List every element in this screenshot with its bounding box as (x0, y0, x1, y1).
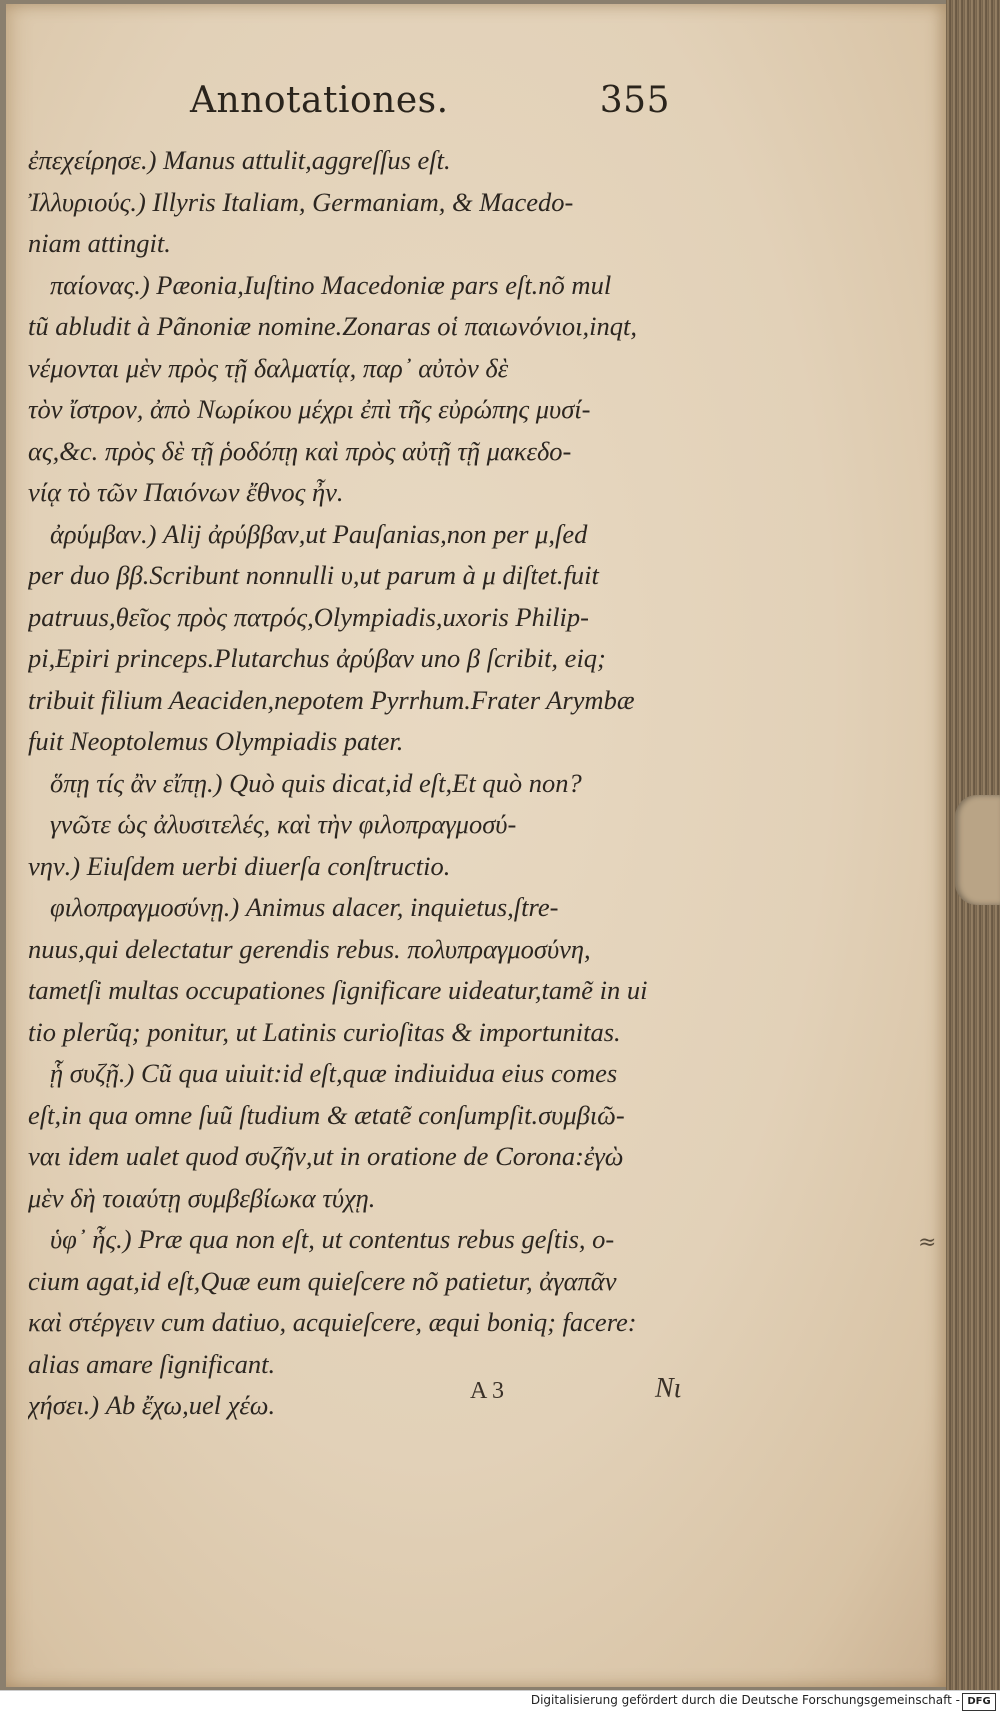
annotations-text-block (28, 140, 683, 1427)
dfg-logo-icon: DFG (962, 1693, 996, 1711)
text-line: fuit Neoptolemus Olympiadis pater. (28, 726, 404, 756)
text-line: νην.) Eiuſdem uerbi diuerſa conſtructio. (28, 850, 451, 881)
text-line: eſt,in qua omne ſuũ ſtudium & ætatẽ conſumpſit.συμβιῶ- (28, 1099, 625, 1130)
catchword: Νι (655, 1373, 682, 1404)
text-line: tio plerũq; ponitur, ut Latinis curioſitas & importunitas. (28, 1016, 621, 1047)
text-line: tametſi multas occupationes ſignificare uideatur,tamẽ in ui (28, 975, 648, 1005)
text-line: νίᾳ τὸ τῶν Παιόνων ἔθνος ἦν. (28, 477, 344, 507)
text-line: ᾗ συζῇ.) Cũ qua uiuit:id eſt,quæ indiuidua eius comes (50, 1058, 618, 1088)
text-line: Ἰλλυριούς.) Illyris Italiam, Germaniam, & Macedo- (28, 186, 574, 217)
footer-credit: Digitalisierung gefördert durch die Deutsche Forschungsgemeinschaft - (530, 1693, 960, 1707)
text-line: τὸν ἴστρον, ἀπὸ Νωρίκου μέχρι ἐπὶ τῆς εὐρώπης μυσί- (28, 394, 591, 424)
page-number: 355 (599, 80, 670, 121)
signature-mark: A 3 (470, 1378, 505, 1404)
text-line: pi,Epiri princeps.Plutarchus ἀρύβαν uno β ſcribit, eiq; (28, 643, 606, 673)
text-line: χήσει.) Ab ἔχω,uel χέω. (28, 1390, 276, 1420)
text-line: cium agat,id eſt,Quæ eum quieſcere nõ patietur, ἀγαπᾶν (28, 1265, 617, 1296)
text-line: ἐπεχείρησε.) Manus attulit,aggreſſus eſt. (28, 145, 451, 175)
text-line: tribuit filium Aeaciden,nepotem Pyrrhum.Frater Arymbæ (28, 684, 635, 715)
text-line: παίονας.) Pæonia,Iuſtino Macedoniæ pars eſt.nõ mul (50, 269, 612, 300)
text-line: νέμονται μὲν πρὸς τῇ δαλματίᾳ, παρ᾽ αὐτὸν δὲ (28, 352, 509, 383)
text-line: ἀρύμβαν.) Alij ἀρύββαν,ut Pauſanias,non per μ,ſed (50, 518, 588, 549)
text-line: per duo ββ.Scribunt nonnulli υ,ut parum à μ diſtet.fuit (28, 560, 599, 590)
digitization-footer (0, 1690, 1000, 1712)
text-line: tũ abludit à Pãnoniæ nomine.Zonaras οἱ παιωνόνιοι,inqt, (28, 311, 638, 341)
running-header (190, 80, 670, 130)
text-line: ας,&c. πρὸς δὲ τῇ ῥοδόπῃ καὶ πρὸς αὐτῇ τῇ μακεδο- (28, 435, 572, 466)
running-title: Annotationes. (190, 80, 449, 121)
margin-mark-icon: ≈ (918, 1230, 937, 1255)
text-line: μὲν δὴ τοιαύτῃ συμβεβίωκα τύχῃ. (28, 1182, 376, 1213)
text-line: φιλοπραγμοσύνῃ.) Animus alacer, inquietus,ſtre- (50, 892, 559, 922)
text-line: ὅπῃ τίς ἂν εἴπῃ.) Quò quis dicat,id eſt,Et quò non? (50, 767, 582, 798)
text-line: nuus,qui delectatur gerendis rebus. πολυπραγμοσύνη, (28, 933, 591, 964)
text-line: alias amare ſignificant. (28, 1348, 276, 1379)
text-line: ὑφ᾽ ἧς.) Præ qua non eſt, ut contentus rebus geſtis, o- (50, 1224, 615, 1254)
text-line: γνῶτε ὡς ἀλυσιτελές, καὶ τὴν φιλοπραγμοσύ- (50, 809, 517, 839)
text-line: niam attingit. (28, 228, 171, 258)
book-clasp (955, 795, 1000, 905)
text-line: ναι idem ualet quod συζῆν,ut in oratione de Corona:ἐγὼ (28, 1141, 624, 1171)
text-line: patruus,θεῖος πρὸς πατρός,Olympiadis,uxoris Philip- (28, 601, 589, 632)
text-line: καὶ στέργειν cum datiuo, acquieſcere, æqui boniq; facere: (28, 1307, 637, 1337)
